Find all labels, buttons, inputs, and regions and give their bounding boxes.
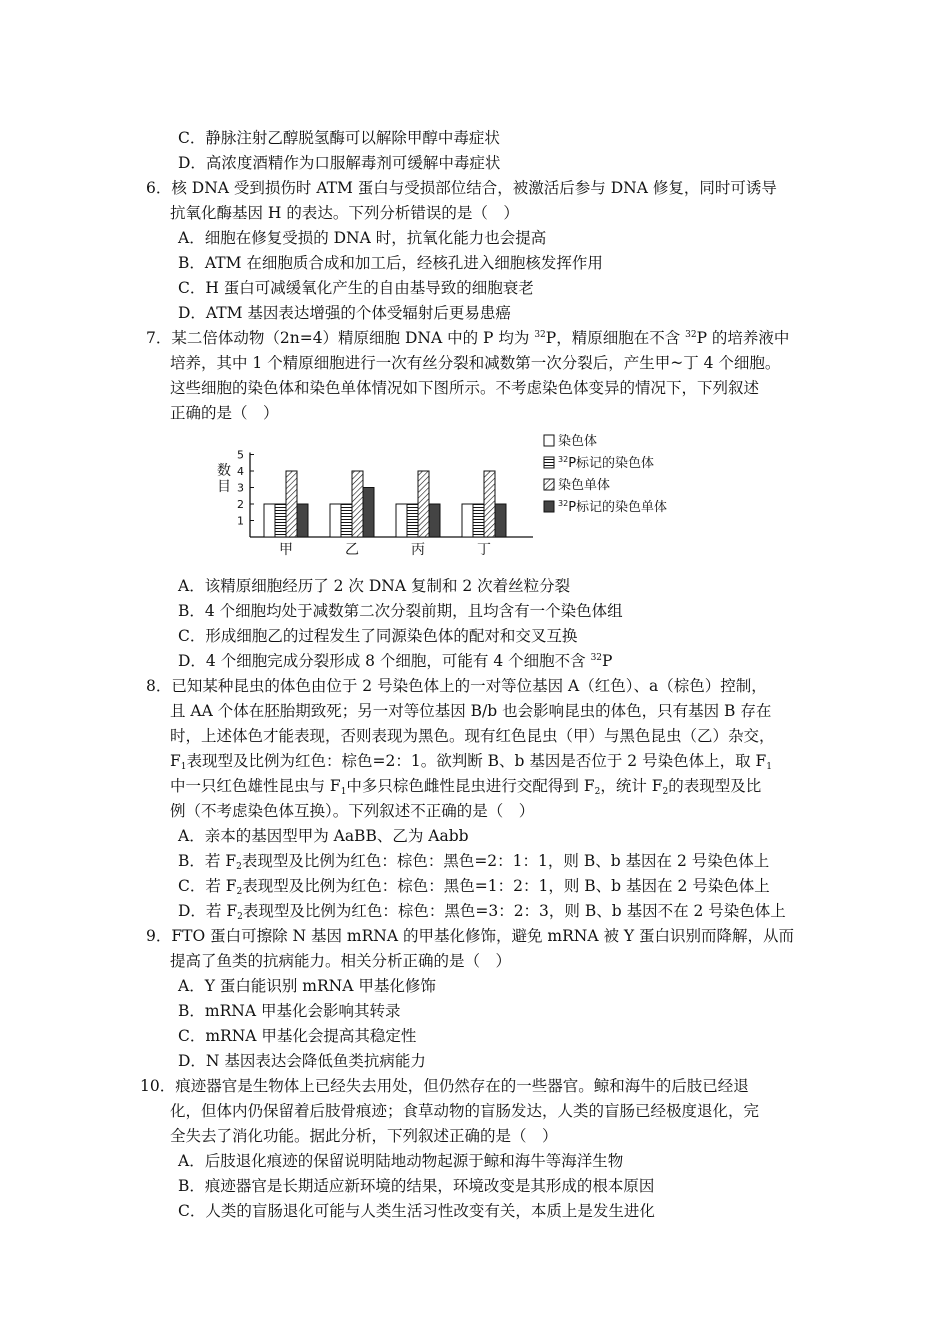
- bar-乙-2: [352, 471, 363, 537]
- q9-option-d: D．N 基因表达会降低鱼类抗病能力: [178, 1052, 426, 1070]
- y-axis-label: 目: [217, 479, 231, 495]
- q6-stem-line1: 6．核 DNA 受到损伤时 ATM 蛋白与受损部位结合，被激活后参与 DNA 修复，同时可诱导: [146, 179, 777, 197]
- x-tick-label: 丙: [411, 542, 425, 558]
- q8-stem-line1: 8．已知某种昆虫的体色由位于 2 号染色体上的一对等位基因 A（红色）、a（棕色）控制，: [146, 677, 767, 695]
- q6-option-c: C．H 蛋白可减缓氧化产生的自由基导致的细胞衰老: [178, 279, 534, 297]
- q8-option-c: C．若 $F_2$表现型及比例为红色：棕色：黑色=1：2：1，则 B、b 基因在 2 号染色体上: [178, 877, 770, 897]
- q9-stem-line2: 提高了鱼类的抗病能力。相关分析正确的是（ ）: [170, 952, 512, 970]
- q8-option-a: A．亲本的基因型甲为 AaBB、乙为 Aabb: [178, 827, 469, 845]
- q7-stem-line3: 这些细胞的染色体和染色单体情况如下图所示。不考虑染色体变异的情况下，下列叙述: [170, 379, 760, 397]
- q8-option-d: D．若 $F_2$表现型及比例为红色：棕色：黑色=3：2：3，则 B、b 基因不在 2 号染色体上: [178, 902, 786, 922]
- bar-甲-1: [275, 504, 286, 537]
- chromosome-bar-chart: [205, 428, 705, 563]
- q7-option-b: B．4 个细胞均处于减数第二次分裂前期，且均含有一个染色体组: [178, 602, 623, 620]
- q6-option-a: A．细胞在修复受损的 DNA 时，抗氧化能力也会提高: [178, 229, 547, 247]
- bar-丁-1: [473, 504, 484, 537]
- q8-option-b: B．若 $F_2$表现型及比例为红色：棕色：黑色=2：1：1，则 B、b 基因在 2 号染色体上: [178, 852, 770, 872]
- y-tick-label: 4: [237, 465, 244, 478]
- prev-option-d: D．高浓度酒精作为口服解毒剂可缓解中毒症状: [178, 154, 501, 172]
- q9-stem-line1: 9．FTO 蛋白可擦除 N 基因 mRNA 的甲基化修饰，避免 mRNA 被 Y 蛋白识别而降解，从而: [146, 927, 795, 945]
- legend-swatch: [544, 457, 554, 468]
- q10-option-b: B．痕迹器官是长期适应新环境的结果，环境改变是其形成的根本原因: [178, 1177, 655, 1195]
- q7-option-a: A．该精原细胞经历了 2 次 DNA 复制和 2 次着丝粒分裂: [178, 577, 571, 595]
- q10-stem-line1: 10．痕迹器官是生物体上已经失去用处，但仍然存在的一些器官。鲸和海牛的后肢已经退: [140, 1077, 749, 1095]
- x-tick-label: 乙: [345, 542, 359, 558]
- bar-乙-1: [341, 504, 352, 537]
- q7-option-c: C．形成细胞乙的过程发生了同源染色体的配对和交叉互换: [178, 627, 578, 645]
- q9-option-a: A．Y 蛋白能识别 mRNA 甲基化修饰: [178, 977, 436, 995]
- x-tick-label: 丁: [477, 542, 491, 558]
- bar-丙-0: [396, 504, 407, 537]
- q10-option-c: C．人类的盲肠退化可能与人类生活习性改变有关，本质上是发生进化: [178, 1202, 655, 1220]
- x-tick-label: 甲: [279, 542, 293, 558]
- bar-乙-0: [330, 504, 341, 537]
- bar-丁-0: [462, 504, 473, 537]
- q8-stem-line4: $F_1$表现型及比例为红色：棕色=2：1。欲判断 B、b 基因是否位于 2 号染色体上，取 $F_1$: [170, 752, 773, 772]
- legend-label: $^{32}$P标记的染色体: [558, 455, 655, 471]
- q8-stem-line5: 中一只红色雄性昆虫与 $F_1$中多只棕色雌性昆虫进行交配得到 $F_2$，统计 $F_2$的表现型及比: [170, 777, 762, 797]
- bar-丙-1: [407, 504, 418, 537]
- y-axis-label: 数: [217, 463, 231, 479]
- legend-swatch: [544, 435, 554, 446]
- q7-stem-line2: 培养，其中 1 个精原细胞进行一次有丝分裂和减数第一次分裂后，产生甲~丁 4 个细胞。: [170, 354, 781, 372]
- q9-option-c: C．mRNA 甲基化会提高其稳定性: [178, 1027, 417, 1045]
- bar-乙-3: [363, 488, 374, 538]
- q10-stem-line3: 全失去了消化功能。据此分析，下列叙述正确的是（ ）: [170, 1127, 558, 1145]
- q7-stem-line1: 7．某二倍体动物（2n=4）精原细胞 DNA 中的 P 均为 $^{32}$P，精原细胞在不含 $^{32}$P 的培养液中: [146, 329, 790, 347]
- legend-swatch: [544, 479, 554, 490]
- bar-甲-2: [286, 471, 297, 537]
- legend-swatch: [544, 501, 554, 512]
- q6-option-b: B．ATM 在细胞质合成和加工后，经核孔进入细胞核发挥作用: [178, 254, 603, 272]
- q8-stem-line6: 例（不考虑染色体互换）。下列叙述不正确的是（ ）: [170, 802, 535, 820]
- y-tick-label: 3: [237, 481, 244, 495]
- q9-option-b: B．mRNA 甲基化会影响其转录: [178, 1002, 401, 1020]
- bar-丙-2: [418, 471, 429, 537]
- legend-label: 染色体: [558, 434, 598, 449]
- bar-甲-3: [297, 504, 308, 537]
- legend-label: 染色单体: [558, 478, 611, 493]
- y-tick-label: 5: [237, 448, 244, 462]
- q10-stem-line2: 化，但体内仍保留着后肢骨痕迹；食草动物的盲肠发达，人类的盲肠已经极度退化，完: [170, 1102, 760, 1120]
- bar-甲-0: [264, 504, 275, 537]
- q8-stem-line2: 且 AA 个体在胚胎期致死；另一对等位基因 B/b 也会影响昆虫的体色，只有基因 B 存在: [170, 702, 772, 720]
- prev-option-c: C．静脉注射乙醇脱氢酶可以解除甲醇中毒症状: [178, 129, 500, 147]
- legend-label: $^{32}$P标记的染色单体: [558, 499, 668, 515]
- q8-stem-line3: 时，上述体色才能表现，否则表现为黑色。现有红色昆虫（甲）与黑色昆虫（乙）杂交，: [170, 727, 775, 745]
- q7-stem-line4: 正确的是（ ）: [170, 404, 279, 422]
- bar-丁-2: [484, 471, 495, 537]
- bar-丙-3: [429, 504, 440, 537]
- q7-option-d: D．4 个细胞完成分裂形成 8 个细胞，可能有 4 个细胞不含 $^{32}$P: [178, 652, 613, 670]
- q6-option-d: D．ATM 基因表达增强的个体受辐射后更易患癌: [178, 304, 511, 322]
- y-tick-label: 1: [237, 514, 244, 528]
- q6-stem-line2: 抗氧化酶基因 H 的表达。下列分析错误的是（ ）: [170, 204, 519, 222]
- y-tick-label: 2: [237, 498, 244, 511]
- bar-丁-3: [495, 504, 506, 537]
- q10-option-a: A．后肢退化痕迹的保留说明陆地动物起源于鲸和海牛等海洋生物: [178, 1152, 624, 1170]
